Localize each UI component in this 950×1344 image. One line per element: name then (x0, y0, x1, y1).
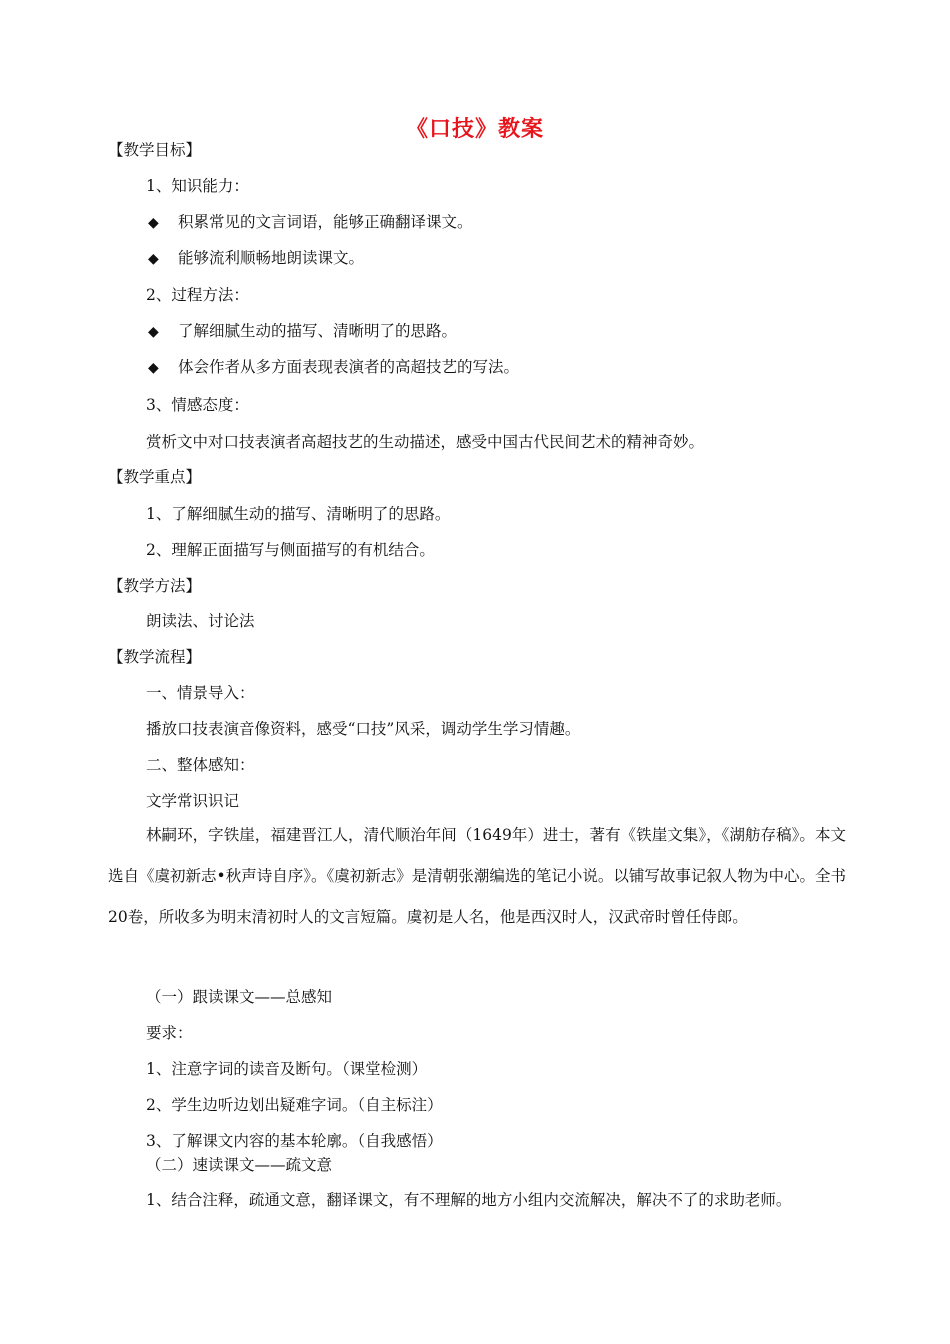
section-heading-key-points: 【教学重点】 (108, 468, 202, 486)
knowledge-item-2 (148, 248, 364, 269)
knowledge-item-1-text: 积累常见的文言词语，能够正确翻译课文。 (178, 213, 473, 231)
diamond-bullet-icon: ◆ (148, 324, 159, 340)
emotion-heading: 3、情感态度： (146, 396, 249, 414)
step1-text: 播放口技表演音像资料，感受“口技”风采，调动学生学习情趣。 (146, 720, 581, 738)
literature-heading: 文学常识识记 (146, 792, 240, 810)
section-heading-process: 【教学流程】 (108, 648, 202, 666)
requirement-3: 3、了解课文内容的基本轮廓。（自我感悟） (146, 1132, 443, 1150)
process-item-2-text: 体会作者从多方面表现表演者的高超技艺的写法。 (178, 358, 520, 376)
step2-heading: 二、整体感知： (146, 756, 255, 774)
step1-heading: 一、情景导入： (146, 684, 255, 702)
section-heading-methods: 【教学方法】 (108, 577, 202, 595)
key-point-2: 2、理解正面描写与侧面描写的有机结合。 (146, 541, 435, 559)
literature-paragraph: 林嗣环，字铁崖，福建晋江人，清代顺治年间（1649年）进士，著有《铁崖文集》，《湖舫存稿》。本文选自《虞初新志•秋声诗自序》。《虞初新志》是清朝张潮编选的笔记小说。以铺写故事记叙人物为中心。全书20卷，所收多为明末清初时人的文言短篇。虞初是人名，他是西汉时人，汉武帝时曾任侍郎。 (108, 826, 846, 926)
emotion-text: 赏析文中对口技表演者高超技艺的生动描述，感受中国古代民间艺术的精神奇妙。 (146, 433, 705, 451)
key-point-1: 1、了解细腻生动的描写、清晰明了的思路。 (146, 505, 451, 523)
section-heading-objectives: 【教学目标】 (108, 141, 202, 159)
knowledge-item-1 (148, 212, 473, 233)
part2-item-1: 1、结合注释，疏通文意，翻译课文，有不理解的地方小组内交流解决，解决不了的求助老师。 (146, 1191, 792, 1209)
diamond-bullet-icon: ◆ (148, 360, 159, 376)
diamond-bullet-icon: ◆ (148, 215, 159, 231)
knowledge-heading: 1、知识能力： (146, 177, 249, 195)
diamond-bullet-icon: ◆ (148, 251, 159, 267)
process-item-2 (148, 357, 519, 378)
process-item-1-text: 了解细腻生动的描写、清晰明了的思路。 (178, 322, 458, 340)
part2-heading: （二）速读课文——疏文意 (146, 1156, 333, 1174)
knowledge-item-2-text: 能够流利顺畅地朗读课文。 (178, 249, 365, 267)
requirement-2: 2、学生边听边划出疑难字词。（自主标注） (146, 1096, 443, 1114)
requirement-1: 1、注意字词的读音及断句。（课堂检测） (146, 1060, 428, 1078)
part1-heading: （一）跟读课文——总感知 (146, 988, 333, 1006)
process-method-heading: 2、过程方法： (146, 286, 249, 304)
document-title: 《口技》教案 (405, 117, 544, 142)
methods-text: 朗读法、讨论法 (146, 612, 255, 630)
requirements-label: 要求： (146, 1024, 193, 1042)
process-item-1 (148, 321, 457, 342)
